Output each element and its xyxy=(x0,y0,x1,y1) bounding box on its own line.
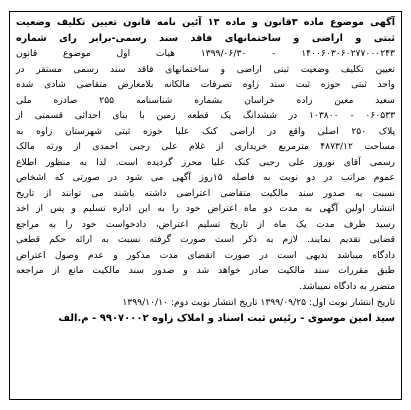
notice-body-line: رسید ظرف مدت یک ماه از تاریخ تسلیم اعتراض، دادخواست خود را به مراجع xyxy=(16,218,395,230)
notice-body-line: نسبت به صدور سند مالکیت متقاضی اعتراضی داشته باشند می توانند از تاریخ xyxy=(16,187,395,199)
notice-body-line: متضرر به دادگاه نمیباشد. xyxy=(299,280,395,292)
notice-body-line: عموم مراتب در دو نوبت به فاصله ۱۵روز آگهی می شود در صورتی که اشخاص xyxy=(16,172,395,184)
publication-dates: تاریخ انتشار نوبت اول: ۱۳۹۹/۰۹/۲۵ تاریخ انتشار نوبت دوم: ۱۳۹۹/۱۰/۱۰ xyxy=(122,297,395,309)
notice-body-line: رسمی آقای نوروز علی رجبی کنک علیا محرز گردیده است. لذا به منظور اطلاع xyxy=(16,156,395,168)
legal-notice-box xyxy=(9,11,402,400)
notice-body-line: دادگاه میباشد بدیهی است در صورت انقضای مدت مذکور و عدم وصول اعتراض xyxy=(16,249,395,261)
notice-body-line: واحد ثبتی حوزه ثبت سند زاوه تصرفات مالکانه بلامعارض متقاضی شادی شده xyxy=(16,79,395,91)
notice-body-line: انتشار اولین آگهی به مدت دو ماه اعتراض خود را به این اداره تسلیم و پس از اخذ xyxy=(16,203,395,215)
notice-body-line: طبق مقررات سند مالکیت صادر خواهد شد و صدور سند مالکیت مانع از مراجعه xyxy=(16,265,395,277)
notice-body-line: ۰۶۰۵۳۳ - ۱۰۳۸۰۰ در ششدانگ یک قطعه زمین با بنای احداثی قسمتی از xyxy=(16,110,395,122)
signature-line: سید امین موسوی - رئیس ثبت اسناد و املاک زاوه ۹۹۰۷۰۰۰۲ - م.الف xyxy=(58,312,395,324)
notice-title-line-2: ثبتی و اراضی و ساختمانهای فاقد سند رسمی-برابر رای شماره xyxy=(16,32,395,44)
notice-body-line: ۱۴۰۰۶۰۳۰۶۰۲۷۷۰۰۰۲۴۳ - ۱۳۹۹/۰۶/۳۰ هیات اول موضوع قانون xyxy=(16,48,395,60)
notice-body-line: تعیین تکلیف وضعیت ثبتی اراضی و ساختمانهای فاقد سند رسمی مستقر در xyxy=(16,63,395,75)
notice-body-line: سعید معین زاده خراسان بشماره شناسنامه ۲۵۵ صادره ملی xyxy=(16,94,396,106)
notice-title-line-1: آگهی موضوع ماده ۳قانون و ماده ۱۳ آئین نامه قانون تعیین تکلیف وضعیت xyxy=(16,17,395,28)
notice-body-line: پلاک ۲۵۰ اصلی واقع در اراضی کنک علیا حوزه ثبتی شهرستان زاوه به xyxy=(16,125,396,137)
notice-body-line: مساحت ۴۸۷۳/۱۲ مترمربع خریداری از غلام علی رجبی احمدی از ورثه مالک xyxy=(16,141,395,153)
notice-body-line: قضایی تقدیم نمایند. لازم به ذکر است صورت گرفته نسبت به ارائه حکم قطعی xyxy=(16,234,395,246)
